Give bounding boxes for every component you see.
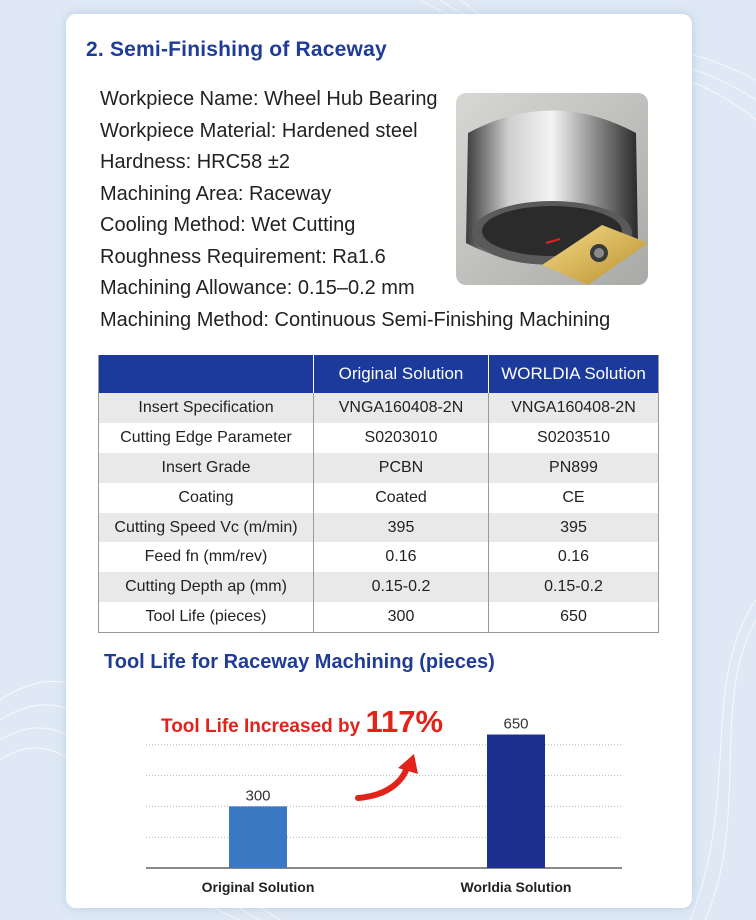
original-value: 300 [314, 602, 489, 632]
spec-machining-allowance: Machining Allowance: 0.15–0.2 mm [100, 277, 415, 299]
category-label: Original Solution [201, 879, 315, 895]
original-value: Coated [314, 483, 489, 513]
tool-life-callout [161, 704, 443, 740]
content-card [66, 14, 692, 908]
spec-machining-area: Machining Area: Raceway [100, 182, 332, 205]
worldia-value: 650 [489, 602, 659, 632]
data-label: 300 [245, 787, 271, 805]
callout-lead-text: Tool Life Increased by [161, 716, 366, 737]
comparison-table [98, 355, 659, 633]
chart-title: Tool Life for Raceway Machining (pieces) [104, 651, 495, 673]
section-title: 2. Semi-Finishing of Raceway [86, 38, 387, 61]
worldia-value: 0.16 [489, 542, 659, 572]
row-label: Insert Grade [99, 453, 314, 483]
row-label: Feed fn (mm/rev) [99, 542, 314, 572]
worldia-value: 395 [489, 513, 659, 543]
spec-workpiece-name: Workpiece Name: Wheel Hub Bearing [100, 88, 438, 110]
row-label: Cutting Depth ap (mm) [99, 572, 314, 602]
table-header-worldia: WORLDIA Solution [489, 355, 659, 393]
original-value: 0.16 [314, 542, 489, 572]
original-value: S0203010 [314, 423, 489, 453]
original-value: 395 [314, 513, 489, 543]
callout-percent: 117% [365, 704, 444, 739]
table-row [99, 542, 659, 572]
row-label: Cutting Edge Parameter [99, 423, 314, 453]
spec-machining-method: Machining Method: Continuous Semi-Finishing Machining [100, 308, 611, 331]
increase-arrowhead-icon [398, 754, 418, 774]
category-label: Worldia Solution [460, 879, 572, 895]
table-row [99, 602, 659, 632]
increase-arrow-icon [358, 764, 408, 798]
spec-hardness: Hardness: HRC58 ±2 [100, 151, 290, 173]
row-label: Coating [99, 483, 314, 513]
worldia-value: CE [489, 483, 659, 513]
worldia-value: PN899 [489, 453, 659, 483]
bar-worldia-solution [487, 735, 545, 868]
bar-original-solution [229, 806, 287, 868]
spec-workpiece-material: Workpiece Material: Hardened steel [100, 119, 418, 142]
worldia-value: 0.15-0.2 [489, 572, 659, 602]
table-row [99, 393, 659, 423]
table-row [99, 453, 659, 483]
table-row [99, 423, 659, 453]
worldia-value: S0203510 [489, 423, 659, 453]
table-row [99, 483, 659, 513]
data-label: 650 [503, 715, 529, 733]
original-value: PCBN [314, 453, 489, 483]
row-label: Cutting Speed Vc (m/min) [99, 513, 314, 543]
table-row [99, 572, 659, 602]
original-value: 0.15-0.2 [314, 572, 489, 602]
table-header-original: Original Solution [314, 355, 489, 393]
bearing-insert-photo [456, 93, 648, 285]
table-header-row [99, 355, 659, 393]
row-label: Insert Specification [99, 393, 314, 423]
original-value: VNGA160408-2N [314, 393, 489, 423]
row-label: Tool Life (pieces) [99, 602, 314, 632]
worldia-value: VNGA160408-2N [489, 393, 659, 423]
table-header-blank [99, 355, 314, 393]
spec-cooling-method: Cooling Method: Wet Cutting [100, 214, 356, 236]
spec-roughness: Roughness Requirement: Ra1.6 [100, 245, 386, 268]
table-row [99, 513, 659, 543]
